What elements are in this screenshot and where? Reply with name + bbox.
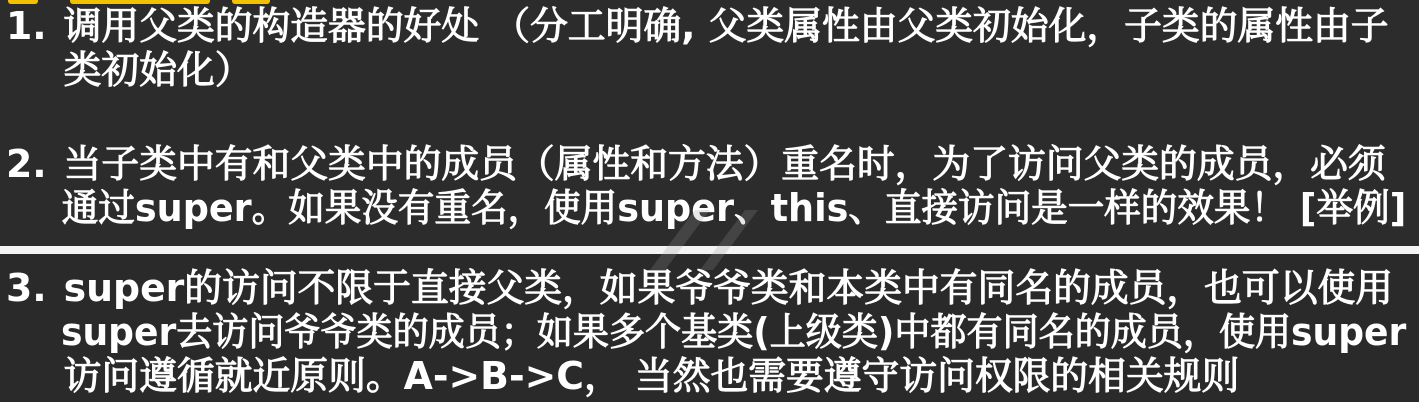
list-item-number: 3. xyxy=(6,266,47,310)
list-item-1 xyxy=(6,4,1414,92)
list-item-text: 调用父类的构造器的好处 （分工明确, 父类属性由父类初始化，子类的属性由子 xyxy=(63,4,1389,48)
list-item-number: 2. xyxy=(6,142,47,186)
list-item-line: super去访问爷爷类的成员；如果多个基类(上级类)中都有同名的成员，使用super xyxy=(61,310,1407,354)
list-item-3 xyxy=(6,266,1414,398)
list-item-line: 访问遵循就近原则。A->B->C， 当然也需要遵守访问权限的相关规则 xyxy=(63,354,1240,398)
list-item-line xyxy=(6,4,1406,48)
list-item-line: 类初始化） xyxy=(63,48,253,92)
watermark-graphic xyxy=(640,200,760,280)
list-item-line: 通过super。如果没有重名，使用super、this、直接访问是一样的效果！ [举例] xyxy=(61,186,1407,230)
list-item-line xyxy=(6,142,1406,186)
list-item-text: super的访问不限于直接父类，如果爷爷类和本类中有同名的成员，也可以使用 xyxy=(63,266,1394,310)
list-item-number: 1. xyxy=(6,4,47,48)
list-item-text: 当子类中有和父类中的成员（属性和方法）重名时，为了访问父类的成员，必须 xyxy=(63,142,1386,186)
